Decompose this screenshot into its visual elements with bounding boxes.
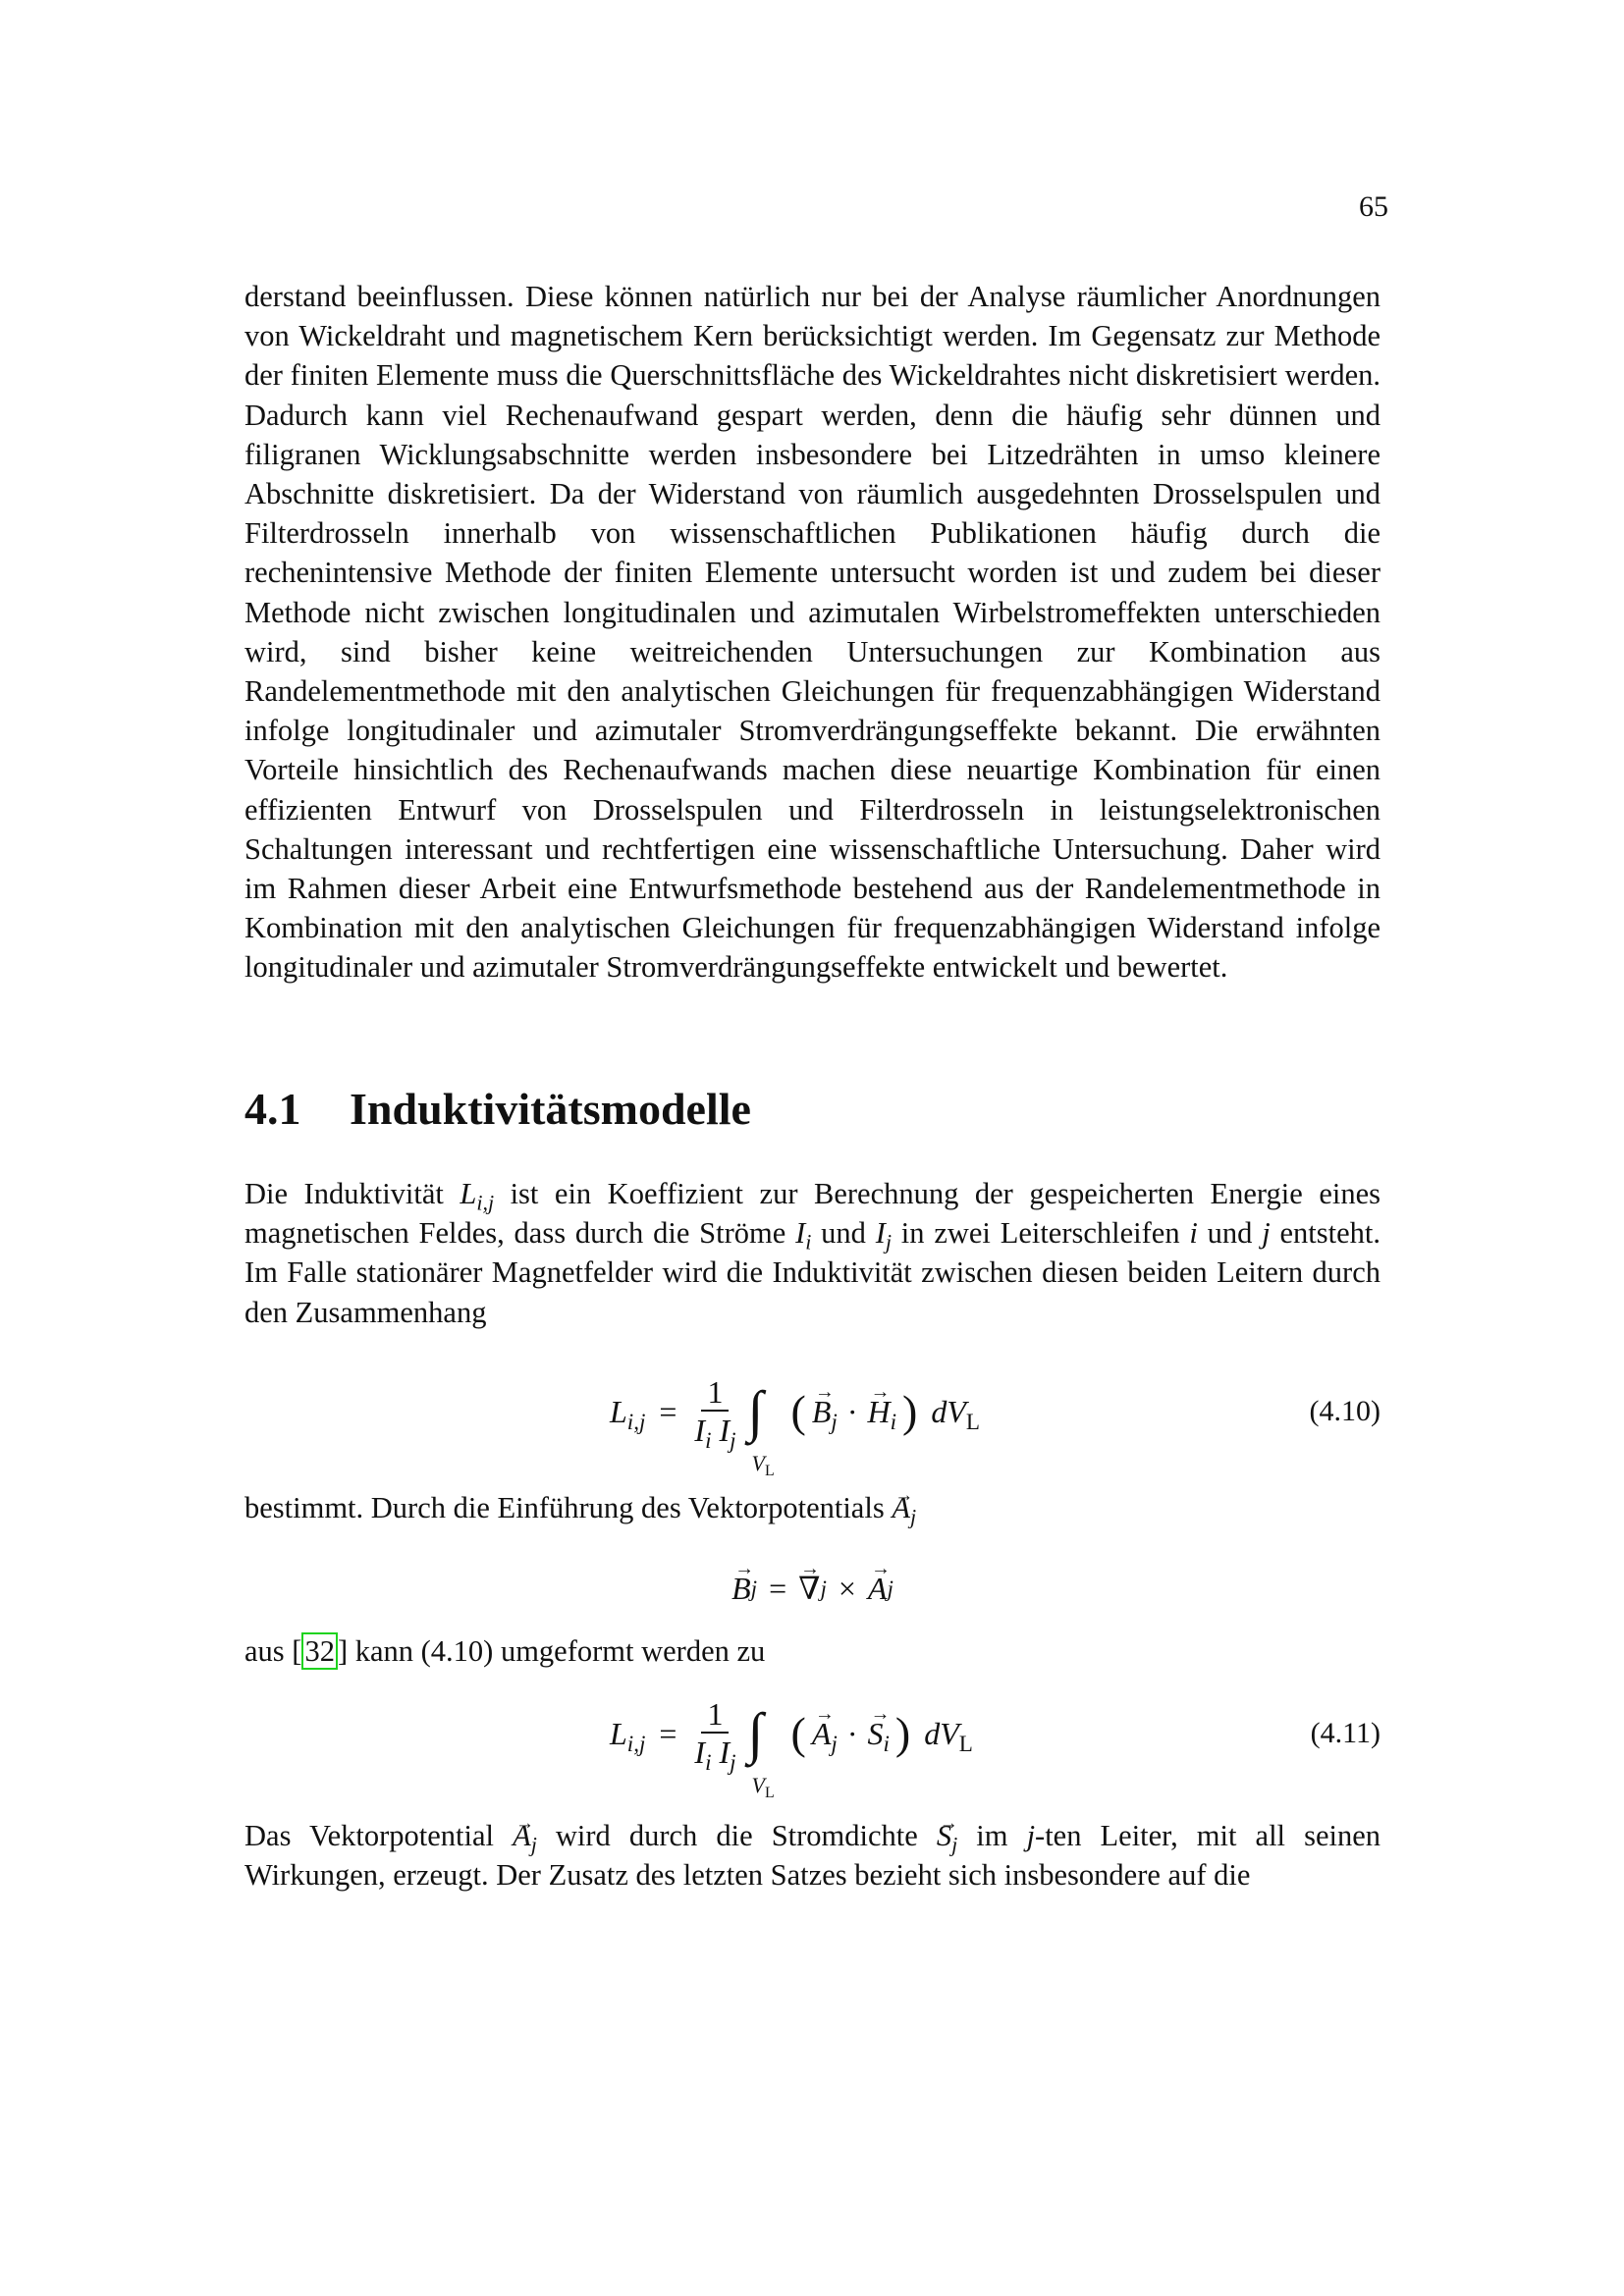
fraction-numerator: 1 [701,1374,729,1412]
close-paren: ) [901,1386,918,1436]
differential-subscript: L [958,1730,973,1756]
limit-symbol: V [751,1773,765,1797]
denominator-subscript: i [705,1748,712,1775]
vector-b: → B [731,1571,751,1607]
vector-a: → A [868,1571,888,1607]
cross-operator: × [838,1570,856,1606]
denominator-symbol: I [719,1735,731,1770]
equation-4-11 [244,1675,1380,1801]
fraction [690,1374,739,1453]
differential-subscript: L [965,1408,980,1434]
section-number: 4.1 [244,1084,301,1134]
vector-a: → A [812,1716,832,1752]
limit-symbol: V [751,1451,765,1475]
variable-i: i [1189,1216,1198,1251]
close-paren: ) [894,1708,911,1758]
text-run: in zwei Leiterschleifen [892,1216,1190,1251]
text-run: aus [ [244,1634,302,1668]
vector-h: → H [867,1394,890,1430]
lhs-subscript: i,j [626,1730,646,1756]
differential [924,1715,973,1756]
lhs-subscript: i,j [626,1408,646,1434]
vector-s: → S [937,1816,951,1855]
denominator-symbol: I [694,1735,706,1770]
text-run: und [1197,1216,1263,1251]
equation-curl: → B j = → ∇ j × → A j [244,1559,1380,1618]
text-run: ] kann (4.10) umgeformt werden zu [337,1634,766,1668]
lhs-symbol: L [610,1393,627,1429]
text-run: wird durch die Stromdichte [536,1819,937,1852]
open-paren: ( [790,1708,806,1758]
vector-subscript: i [883,1730,890,1756]
vector-s: → S [867,1716,883,1752]
denominator-symbol: I [719,1413,731,1448]
equals-sign: = [769,1570,787,1606]
differential [931,1393,980,1434]
body-paragraph-vector-potential [244,1488,1380,1527]
symbol-current-i: I [795,1216,806,1251]
integral-limit [751,1773,775,1801]
equals-sign: = [659,1715,677,1751]
citation-link[interactable]: 32 [301,1632,338,1670]
equals-sign: = [659,1393,677,1429]
denominator-subscript: j [730,1426,736,1453]
lhs-symbol: L [610,1715,627,1751]
subscript-j: j [909,1504,917,1529]
open-paren: ( [790,1386,806,1436]
limit-subscript: L [764,1784,775,1801]
text-run: und [811,1216,876,1251]
limit-subscript: L [764,1462,775,1479]
text-run: ist ein Koeffizient zur Berechnung der gespeicherten Energie eines magnetischen Feldes, dass durch die Ströme [244,1177,1380,1251]
text-run: Das Vektorpotential [244,1819,514,1852]
differential-symbol: dV [931,1393,966,1429]
text-run: im [957,1819,1027,1852]
integral-symbol: ∫ [747,1379,764,1443]
equation-4-11-body [610,1675,973,1801]
subscript-i: i [805,1229,812,1255]
dot-operator: · [846,1715,858,1751]
subscript-j: j [951,1832,958,1857]
integral-limit [751,1451,775,1479]
page-number: 65 [1359,190,1388,223]
integrand [811,1715,890,1756]
body-paragraph-intro: derstand beeinflussen. Diese können natürlich nur bei der Analyse räumlicher Anordnungen von Wickeldraht und magnetischem Kern berücksichtigt werden. Im Gegensatz zur Methode der finiten Elemente muss die Querschnittsfläche des Wickeldrahtes nicht diskretisiert werden. Dadurch kann viel Rechenaufwand gespart werden, denn die häufig sehr dünnen und filigranen Wicklungsabschnitte werden insbesondere bei Litzedrähten in umso kleinere Abschnitte diskretisiert. Da der Widerstand von räumlich ausgedehnten Drosselspulen und Filterdrosseln innerhalb von wissenschaftlichen Publikationen häufig durch die rechenintensive Methode der finiten Elemente untersucht worden ist und zudem bei dieser Methode nicht zwischen longitudinalen und azimutalen Wirbelstromeffekten unterschieden wird, sind bisher keine weitreichenden Untersuchungen zur Kombination aus Randelementmethode mit den analytischen Gleichungen für frequenzabhängigen Widerstand infolge longitudinaler und azimutaler Stromverdrängungseffekte bekannt. Die erwähnten Vorteile hinsichtlich des Rechenaufwands machen diese neuartige Kombination für einen effizienten Entwurf von Drosselspulen und Filterdrosseln in leistungselektronischen Schaltungen interessant und rechtfertigen eine wissenschaftliche Untersuchung. Daher wird im Rahmen dieser Arbeit eine Entwurfsmethode bestehend aus der Randelementmethode in Kombination mit den analytischen Gleichungen für frequenzabhängigen Widerstand infolge longitudinaler und azimutaler Stromverdrängungseffekte entwickelt und bewertet. [244,280,1380,985]
equation-number: (4.10) [1309,1395,1380,1427]
vector-a: → A [513,1816,531,1855]
section-heading [244,1082,751,1137]
body-paragraph-inductance [244,1174,1380,1332]
equation-4-10 [244,1353,1380,1479]
denominator-subscript: j [730,1748,736,1775]
differential-symbol: dV [924,1715,959,1751]
equation-lhs [610,1715,646,1756]
integral-sign [747,1379,782,1479]
text-run: -ten Leiter, mit all seinen Wirkungen, erzeugt. Der Zusatz des letzten Satzes bezieht sich insbesondere auf die [244,1819,1381,1893]
fraction-denominator [690,1734,739,1775]
vector-b: → B [812,1394,832,1430]
symbol-inductance: L [460,1177,477,1210]
nabla-operator: → ∇ [798,1570,820,1607]
variable-j: j [1026,1819,1036,1852]
vector-subscript: i [890,1408,896,1434]
equation-4-10-body [610,1353,980,1479]
text-run: bestimmt. Durch die Einführung des Vektorpotentials [244,1491,893,1524]
denominator-subscript: i [705,1426,712,1453]
text-run: entsteht. Im Falle stationärer Magnetfelder wird die Induktivität zwischen diesen beiden Leitern durch den Zusammenhang [244,1216,1381,1329]
dot-operator: · [846,1393,858,1429]
body-paragraph-transform [244,1631,1380,1671]
fraction-numerator: 1 [701,1696,729,1734]
symbol-current-j: I [875,1216,886,1251]
fraction [690,1696,739,1775]
subscript-ij: i,j [476,1190,495,1215]
integral-symbol: ∫ [747,1701,764,1765]
section-title: Induktivitätsmodelle [350,1084,751,1134]
subscript-j: j [885,1229,892,1255]
variable-j: j [1262,1216,1271,1251]
vector-a: → A [892,1488,910,1527]
integrand [811,1393,896,1434]
equation-number: (4.11) [1310,1717,1380,1749]
vector-subscript: j [831,1730,838,1756]
denominator-symbol: I [694,1413,706,1448]
subscript-j: j [530,1832,537,1857]
vector-subscript: j [831,1408,838,1434]
body-paragraph-current-density [244,1816,1380,1895]
text-run: Die Induktivität [244,1177,460,1210]
equation-lhs [610,1393,646,1434]
fraction-denominator [690,1412,739,1453]
integral-sign [747,1701,782,1801]
